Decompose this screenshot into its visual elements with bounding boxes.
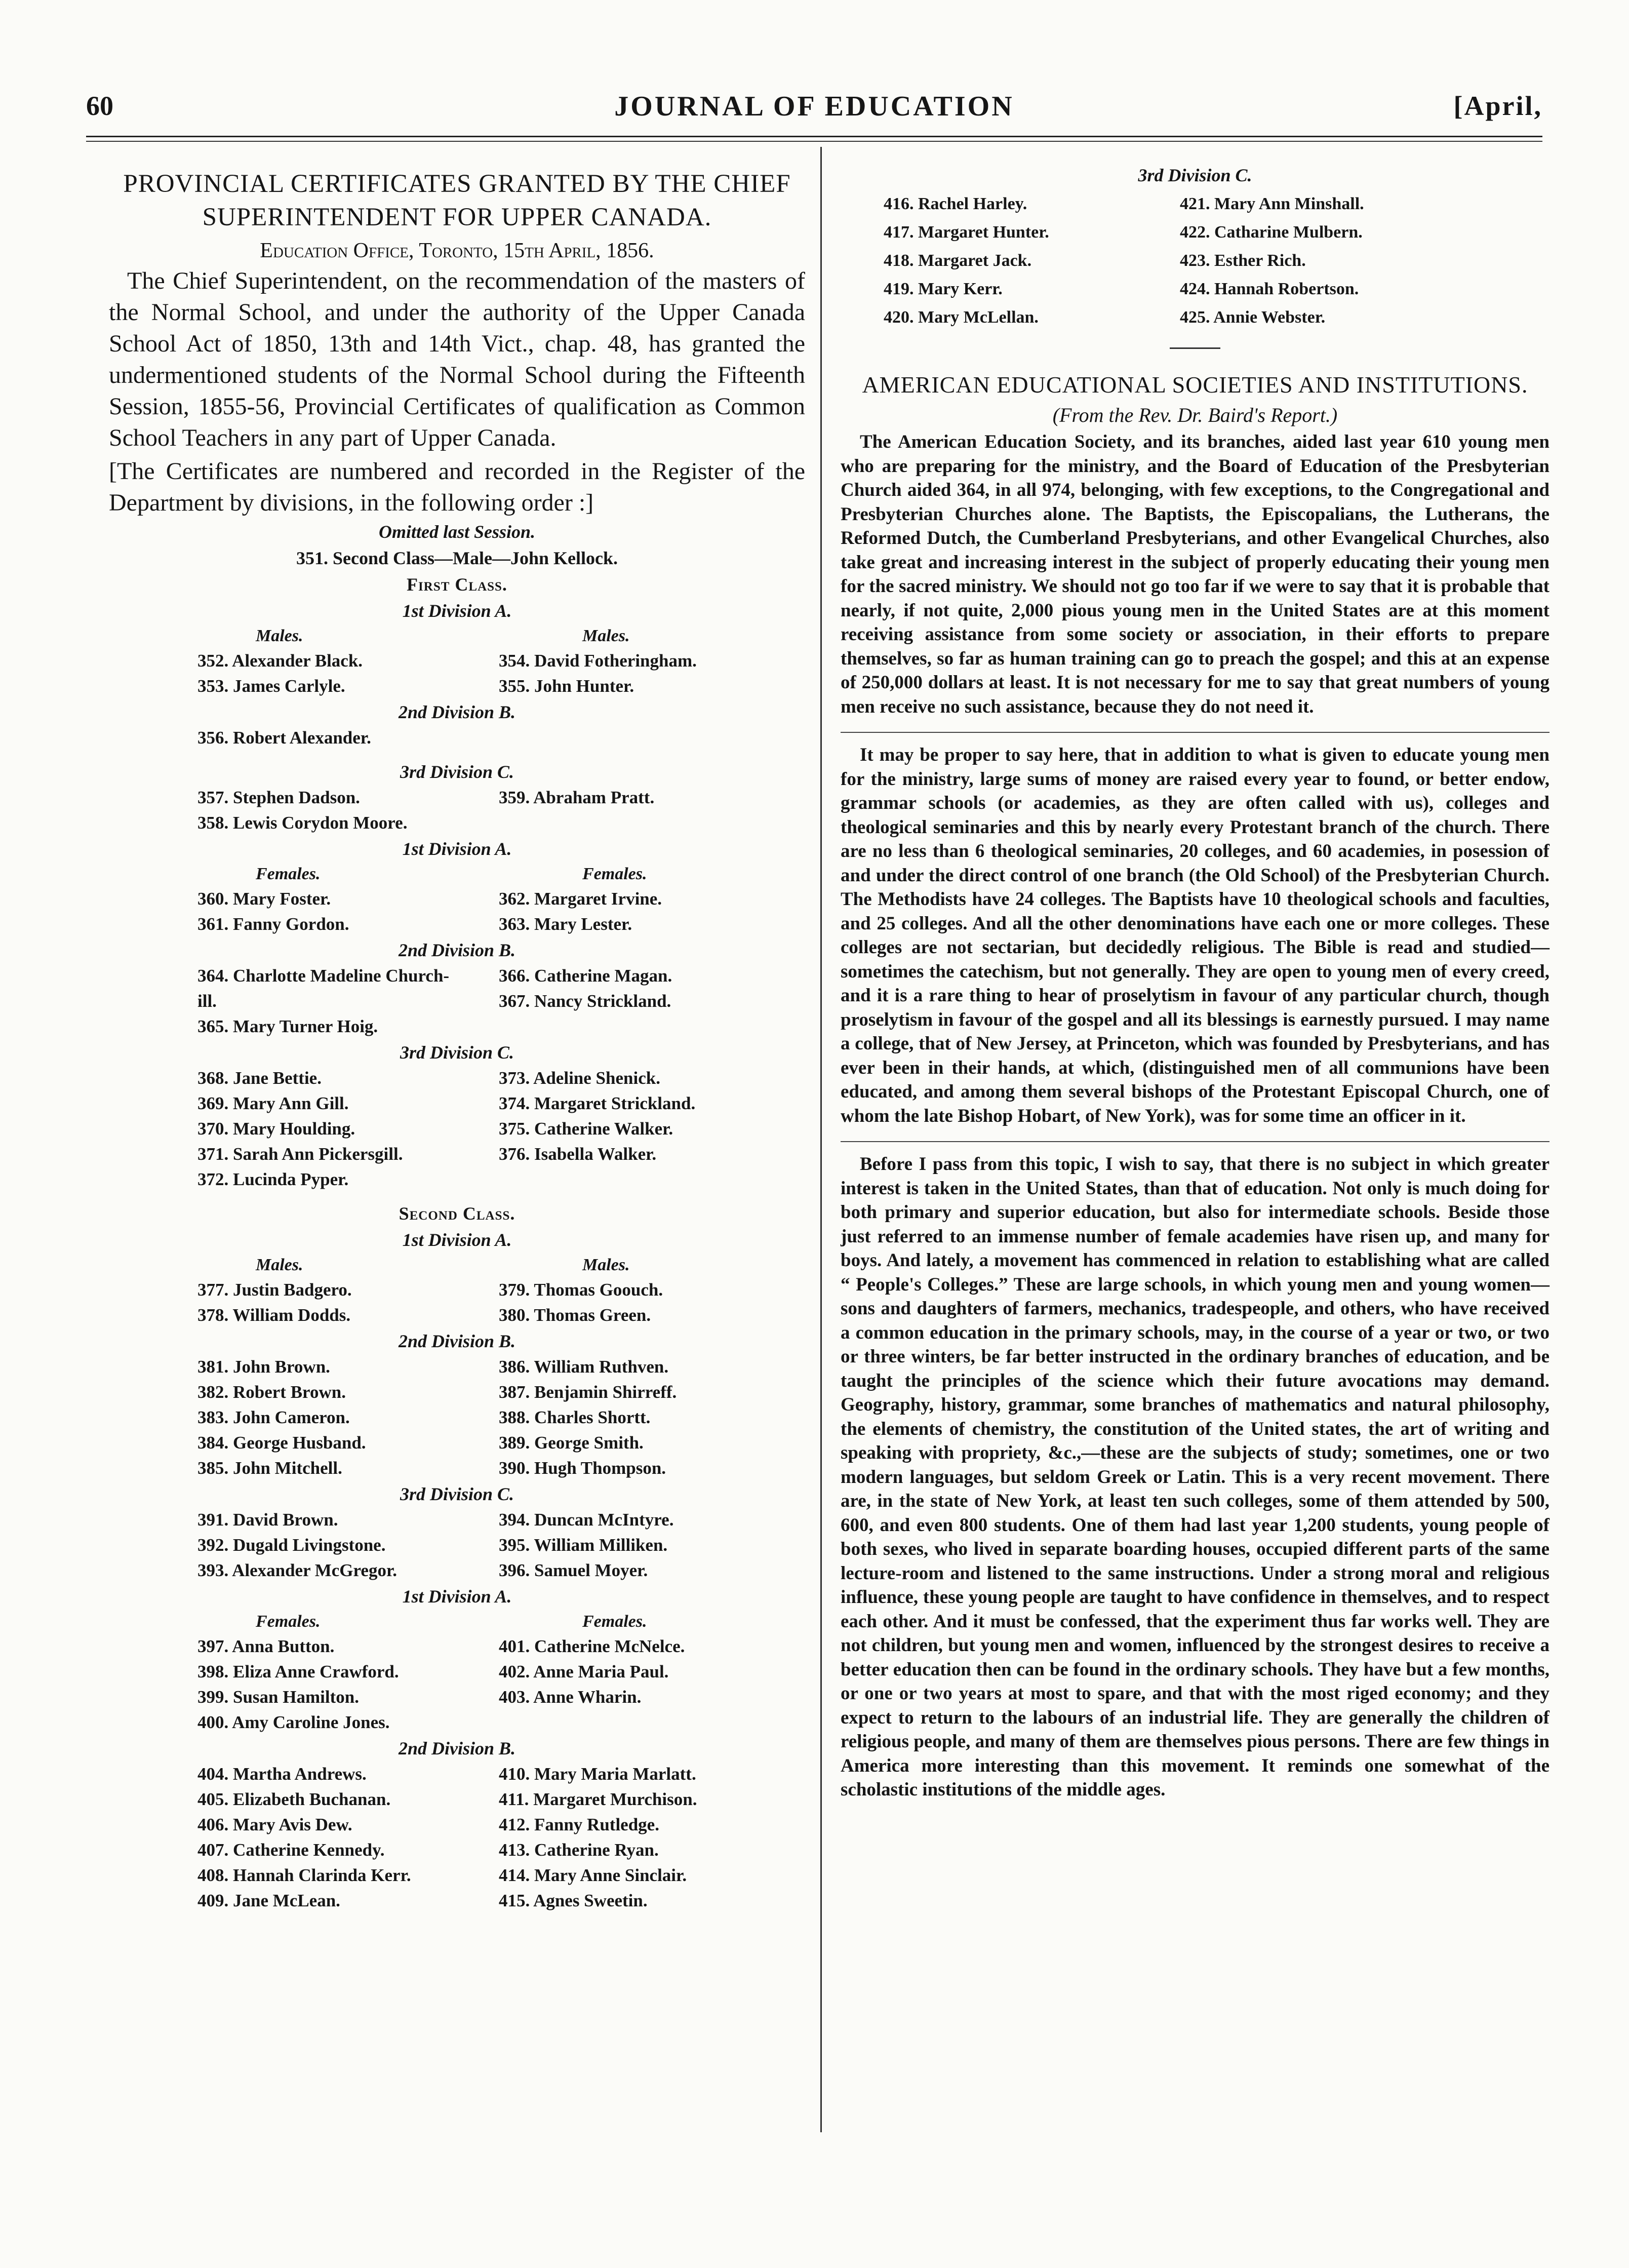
- certificate-entry: 364. Charlotte Madeline Church-: [197, 966, 450, 986]
- certificate-entry: 372. Lucinda Pyper.: [197, 1169, 349, 1189]
- name-list: [109, 1277, 805, 1328]
- division-heading: 2nd Division B.: [398, 702, 516, 722]
- name-list: [109, 1354, 805, 1481]
- certificate-entry: 416. Rachel Harley.: [884, 194, 1027, 213]
- name-row: [109, 1533, 805, 1558]
- name-row: [109, 810, 805, 836]
- division-heading: 3rd Division C.: [400, 1042, 514, 1063]
- males-label: Males.: [256, 1256, 303, 1274]
- certificate-entry: [463, 1167, 805, 1192]
- certificate-entry: 352. Alexander Black.: [197, 651, 363, 671]
- certificate-entry: 409. Jane McLean.: [197, 1891, 340, 1910]
- name-row: [109, 1558, 805, 1583]
- certificate-entry: 415. Agnes Sweetin.: [499, 1891, 648, 1910]
- name-list: [109, 1634, 805, 1735]
- paragraph-rule: [841, 732, 1549, 733]
- certificate-entry: 395. William Milliken.: [499, 1535, 668, 1555]
- name-row: [109, 648, 805, 674]
- certificate-entry: 407. Catherine Kennedy.: [197, 1840, 385, 1860]
- name-row: [109, 1659, 805, 1685]
- certificate-entry: 379. Thomas Goouch.: [499, 1280, 663, 1300]
- name-row: [841, 220, 1549, 245]
- males-label: Males.: [256, 627, 303, 645]
- certificate-entry: 362. Margaret Irvine.: [499, 889, 662, 909]
- name-list: [109, 785, 805, 836]
- name-row: [109, 1430, 805, 1456]
- name-row: [109, 1507, 805, 1533]
- certificate-entry: 408. Hannah Clarinda Kerr.: [197, 1865, 411, 1885]
- article-paragraph: It may be proper to say here, that in addition to what is given to educate young men for the ministry, large sums of money are raised every year to found, or better endow, grammar schools (or academies, as they are often called with us), colleges and theological seminaries and this by nearly every Protestant branch of the church. There are no less than 6 theological seminaries, 20 colleges, and 60 academies, in posession of and under the direct control of one branch (the Old School) of the Presbyterian Church. The Methodists have 24 colleges. The Baptists have 10 theological schools and faculties, and 25 colleges. And all the other denominations have each one or more colleges. These colleges are not sectarian, but decidedly religious. The Bible is read and studied—sometimes the catechism, but not generally. They are open to young men of every creed, and it is a rare thing to hear of proselytism in favour of any particular church, though proselytism in favour of the gospel and all its blessings is earnestly pursued. I may name a college, that of New Jersey, at Princeton, which was founded by Presbyterians, and has ever been in their hands, at which, (distinguished men of all communions have been educated, and among them several bishops of the Protestant Episcopal Church, one of whom the late Bishop Hobart, of New York), was for some time an officer in it.: [841, 745, 1549, 1126]
- certificate-entry: 383. John Cameron.: [197, 1407, 350, 1427]
- certificate-entry: 371. Sarah Ann Pickersgill.: [197, 1144, 403, 1164]
- name-row: [109, 1014, 805, 1039]
- certificate-entry: 410. Mary Maria Marlatt.: [499, 1764, 696, 1784]
- article-paragraph: Before I pass from this topic, I wish to say, that there is no subject in which greater interest is taken in the United States, than that of education. Not only is much doing for both primary and superior education, but also for intermediate schools. Beside those just referred to an immense number of female academies have risen up, and many for boys. And lately, a movement has commenced in relation to establishing what are called “ People's Colleges.” These are large schools, in which young men and young women—sons and daughters of farmers, mechanics, tradespeople, and others, who have received a common education in the primary schools, may, in the course of a year or two, or two or three winters, be far better instructed in the ordinary branches of education, and be taught the principles of the science which their future avocations may demand. Geography, history, grammar, some branches of mathematics and natural philosophy, the elements of chemistry, the constitution of the United states, the art of writing and speaking with propriety, &c.,—these are the subjects of study; sometimes, one or two modern languages, but seldom Greek or Latin. This is a very recent movement. There are, in the state of New York, at least ten such colleges, some of them attended by 500, 600, and even 800 students. One of them had last year 1,200 students, young people of both sexes, who lived in separate boarding houses, occupied different parts of the same lecture-room and listened to the same instructions. Under a strong moral and religious influence, these young people are taught to have confidence in themselves, and to respect each other. And it must be confessed, that the experiment thus far works well. They are not children, but young men and women, influenced by the strongest desires to receive a better education then can be found in the ordinary schools. They have but a few months, or one or two years at most to spare, and that with the most riged economy; and they expect to return to the labours of an industrial life. They are generally the children of religious people, and many of them are themselves pious persons. There are few things in America more interesting than this movement. It reminds one somewhat of the scholastic institutions of the middle ages.: [841, 1154, 1549, 1800]
- certificate-entry: 363. Mary Lester.: [499, 914, 632, 934]
- certificate-entry: 386. William Ruthven.: [499, 1357, 669, 1377]
- name-list: [109, 1507, 805, 1583]
- certificate-entry: 424. Hannah Robertson.: [1180, 280, 1359, 298]
- name-row: [109, 1787, 805, 1812]
- name-row: [109, 1837, 805, 1863]
- division-heading: 2nd Division B.: [398, 940, 516, 960]
- name-row: [109, 1277, 805, 1303]
- certificate-entry: 353. James Carlyle.: [197, 676, 345, 696]
- females-label: Females.: [582, 865, 647, 883]
- certificate-entry: 403. Anne Wharin.: [499, 1687, 642, 1707]
- certificate-entry: 414. Mary Anne Sinclair.: [499, 1865, 687, 1885]
- page-header: [86, 80, 1542, 137]
- name-row: [109, 1456, 805, 1481]
- certificate-entry: 404. Martha Andrews.: [197, 1764, 367, 1784]
- name-row: [109, 1634, 805, 1659]
- name-row: [109, 1066, 805, 1091]
- name-row: [841, 277, 1549, 302]
- certificate-entry: 393. Alexander McGregor.: [197, 1560, 398, 1580]
- males-label: Males.: [582, 627, 630, 645]
- column-divider: [820, 147, 822, 2132]
- name-row: [109, 1303, 805, 1328]
- page-number: 60: [86, 91, 113, 121]
- second-class-heading: Second Class.: [399, 1203, 515, 1224]
- certificate-entry: 370. Mary Houlding.: [197, 1119, 355, 1139]
- certificate-entry: 420. Mary McLellan.: [884, 308, 1039, 327]
- certificate-entry: 418. Margaret Jack.: [884, 251, 1032, 270]
- certificate-entry: 399. Susan Hamilton.: [197, 1687, 359, 1707]
- certificate-entry: 367. Nancy Strickland.: [499, 991, 671, 1011]
- division-heading: 1st Division A.: [402, 1586, 512, 1607]
- name-row: [109, 1116, 805, 1142]
- certificate-entry: 411. Margaret Murchison.: [499, 1789, 697, 1809]
- certificate-entry: 413. Catherine Ryan.: [499, 1840, 659, 1860]
- name-list: [109, 1066, 805, 1192]
- certificate-entry: 425. Annie Webster.: [1180, 308, 1326, 327]
- gender-heading: [109, 624, 805, 648]
- certificate-entry: 422. Catharine Mulbern.: [1180, 223, 1363, 242]
- certificate-entry: 381. John Brown.: [197, 1357, 330, 1377]
- division-heading: 2nd Division B.: [398, 1331, 516, 1351]
- division-heading: 3rd Division C.: [400, 762, 514, 782]
- name-row: [109, 886, 805, 912]
- certificate-entry: 359. Abraham Pratt.: [499, 788, 655, 807]
- register-note: [The Certificates are numbered and recorded in the Register of the Department by divisions, in the following order :]: [109, 458, 805, 516]
- division-heading: 3rd Division C.: [400, 1484, 514, 1504]
- article-title: AMERICAN EDUCATIONAL SOCIETIES AND INSTITUTIONS.: [862, 372, 1528, 398]
- article-source: (From the Rev. Dr. Baird's Report.): [1052, 404, 1338, 426]
- name-row: [109, 674, 805, 699]
- omitted-entry: 351. Second Class—Male—John Kellock.: [296, 548, 618, 568]
- name-row: [109, 1142, 805, 1167]
- paragraph-rule: [841, 1141, 1549, 1142]
- name-row: [841, 191, 1549, 217]
- certificate-entry: 400. Amy Caroline Jones.: [197, 1712, 390, 1732]
- dateline: Education Office, Toronto, 15th April, 1856.: [260, 239, 654, 262]
- certificate-entry: [463, 725, 805, 751]
- first-class-heading: First Class.: [407, 574, 507, 595]
- name-list: [109, 648, 805, 699]
- females-label: Females.: [582, 1612, 647, 1631]
- certificate-entry: 388. Charles Shortt.: [499, 1407, 651, 1427]
- certificate-entry: 394. Duncan McIntyre.: [499, 1510, 674, 1530]
- gender-heading: [109, 1253, 805, 1277]
- division-heading: 2nd Division B.: [398, 1738, 516, 1758]
- certificate-entry: 406. Mary Avis Dew.: [197, 1815, 352, 1834]
- name-list: [109, 886, 805, 937]
- certificate-entry: 389. George Smith.: [499, 1433, 644, 1453]
- certificate-entry: 387. Benjamin Shirreff.: [499, 1382, 677, 1402]
- name-row: [109, 1354, 805, 1380]
- certificate-entry: 392. Dugald Livingstone.: [197, 1535, 386, 1555]
- certificate-entry: 373. Adeline Shenick.: [499, 1068, 660, 1088]
- certificate-entry: 423. Esther Rich.: [1180, 251, 1306, 270]
- name-row: [109, 963, 805, 989]
- name-row: [109, 785, 805, 810]
- certificate-entry: 355. John Hunter.: [499, 676, 634, 696]
- name-row: [109, 1167, 805, 1192]
- certificate-entry: 378. William Dodds.: [197, 1305, 351, 1325]
- certificate-entry: 405. Elizabeth Buchanan.: [197, 1789, 391, 1809]
- certificate-entry: 412. Fanny Rutledge.: [499, 1815, 659, 1834]
- name-row: [109, 1710, 805, 1735]
- gender-heading: [109, 1610, 805, 1634]
- certificate-entry: 382. Robert Brown.: [197, 1382, 346, 1402]
- certificate-entry: 384. George Husband.: [197, 1433, 366, 1453]
- certificate-entry: [463, 1710, 805, 1735]
- certificate-entry: 358. Lewis Corydon Moore.: [197, 813, 408, 833]
- certificate-entry: 368. Jane Bettie.: [197, 1068, 322, 1088]
- left-column: [109, 167, 805, 1913]
- certificate-entry: 366. Catherine Magan.: [499, 966, 672, 986]
- certificate-entry: 391. David Brown.: [197, 1510, 338, 1530]
- certificate-entry: 356. Robert Alexander.: [197, 728, 371, 748]
- name-row: [841, 248, 1549, 273]
- certificate-entry: 385. John Mitchell.: [197, 1458, 342, 1478]
- certificate-entry: 421. Mary Ann Minshall.: [1180, 194, 1364, 213]
- gender-heading: [109, 862, 805, 886]
- header-rule: [86, 141, 1542, 142]
- certificate-entry: 390. Hugh Thompson.: [499, 1458, 666, 1478]
- certificate-entry: 419. Mary Kerr.: [884, 280, 1003, 298]
- certificate-entry: 398. Eliza Anne Crawford.: [197, 1662, 399, 1682]
- certificate-entry: 402. Anne Maria Paul.: [499, 1662, 669, 1682]
- certificate-entry: 397. Anna Button.: [197, 1636, 335, 1656]
- division-heading: 1st Division A.: [402, 601, 512, 621]
- males-label: Males.: [582, 1256, 630, 1274]
- name-row: [109, 1380, 805, 1405]
- certificate-entry: 374. Margaret Strickland.: [499, 1093, 696, 1113]
- article-paragraph: The American Education Society, and its branches, aided last year 610 young men who are preparing for the ministry, and the Board of Education of the Presbyterian Church aided 364, in all 974, belonging, with few exceptions, to the Congregational and Presbyterian Churches alone. The Baptists, the Episcopalians, the Lutherans, the Reformed Dutch, the Cumberland Presbyterians, and other Evangelical Churches, also take great and increasing interest in the subject of properly educating their young men for the sacred ministry. We should not go too far if we were to say that it is probable that nearly, if not quite, 2,000 pious young men in the United States are at this moment receiving assistance from some society or association, in their efforts to prepare themselves, so far as human training can go to preach the gospel; and this at an expense of 250,000 dollars at least. It is not necessary for me to say that great numbers of young men receive no such assistance, because they do not need it.: [841, 432, 1549, 717]
- certificate-entry: 401. Catherine McNelce.: [499, 1636, 685, 1656]
- name-row: [109, 1405, 805, 1430]
- certificate-entry: 377. Justin Badgero.: [197, 1280, 352, 1300]
- certificate-entry: 365. Mary Turner Hoig.: [197, 1016, 378, 1036]
- name-row: [109, 1762, 805, 1787]
- females-label: Females.: [256, 1612, 321, 1631]
- certificates-title: PROVINCIAL CERTIFICATES GRANTED BY THE CHIEF SUPERINTENDENT FOR UPPER CANADA.: [123, 170, 791, 231]
- name-list: [109, 725, 805, 751]
- division-heading: 3rd Division C.: [1138, 165, 1252, 185]
- intro-paragraph: The Chief Superintendent, on the recommendation of the masters of the Normal School, and under the authority of the Upper Canada School Act of 1850, 13th and 14th Vict., chap. 48, has granted the undermentioned students of the Normal School during the Fifteenth Session, 1855-56, Provincial Certificates of qualification as Common School Teachers in any part of Upper Canada.: [109, 267, 805, 451]
- name-list: [841, 191, 1549, 330]
- certificate-entry: 360. Mary Foster.: [197, 889, 331, 909]
- name-row: [109, 725, 805, 751]
- right-column: [841, 162, 1549, 1815]
- name-list: [109, 1762, 805, 1913]
- name-row: [109, 1863, 805, 1888]
- certificate-entry: 380. Thomas Green.: [499, 1305, 651, 1325]
- certificate-entry: 369. Mary Ann Gill.: [197, 1093, 349, 1113]
- certificate-entry: [463, 810, 805, 836]
- certificate-entry: 354. David Fotheringham.: [499, 651, 697, 671]
- certificate-entry: 357. Stephen Dadson.: [197, 788, 360, 807]
- certificate-entry: 417. Margaret Hunter.: [884, 223, 1049, 242]
- certificate-entry: ill.: [197, 991, 217, 1011]
- certificate-entry: [463, 1014, 805, 1039]
- name-row: [841, 305, 1549, 330]
- certificate-entry: 375. Catherine Walker.: [499, 1119, 673, 1139]
- certificate-entry: 376. Isabella Walker.: [499, 1144, 657, 1164]
- name-row: [109, 989, 805, 1014]
- section-rule: [1170, 347, 1220, 349]
- journal-title: JOURNAL OF EDUCATION: [614, 91, 1014, 122]
- certificate-entry: 396. Samuel Moyer.: [499, 1560, 648, 1580]
- name-row: [109, 1888, 805, 1913]
- certificate-entry: 361. Fanny Gordon.: [197, 914, 349, 934]
- name-row: [109, 1812, 805, 1837]
- females-label: Females.: [256, 865, 321, 883]
- name-row: [109, 1091, 805, 1116]
- name-list: [109, 963, 805, 1039]
- issue-month: [April,: [1453, 91, 1542, 121]
- name-row: [109, 912, 805, 937]
- omitted-heading: Omitted last Session.: [378, 522, 536, 542]
- name-row: [109, 1685, 805, 1710]
- division-heading: 1st Division A.: [402, 1230, 512, 1250]
- division-heading: 1st Division A.: [402, 839, 512, 859]
